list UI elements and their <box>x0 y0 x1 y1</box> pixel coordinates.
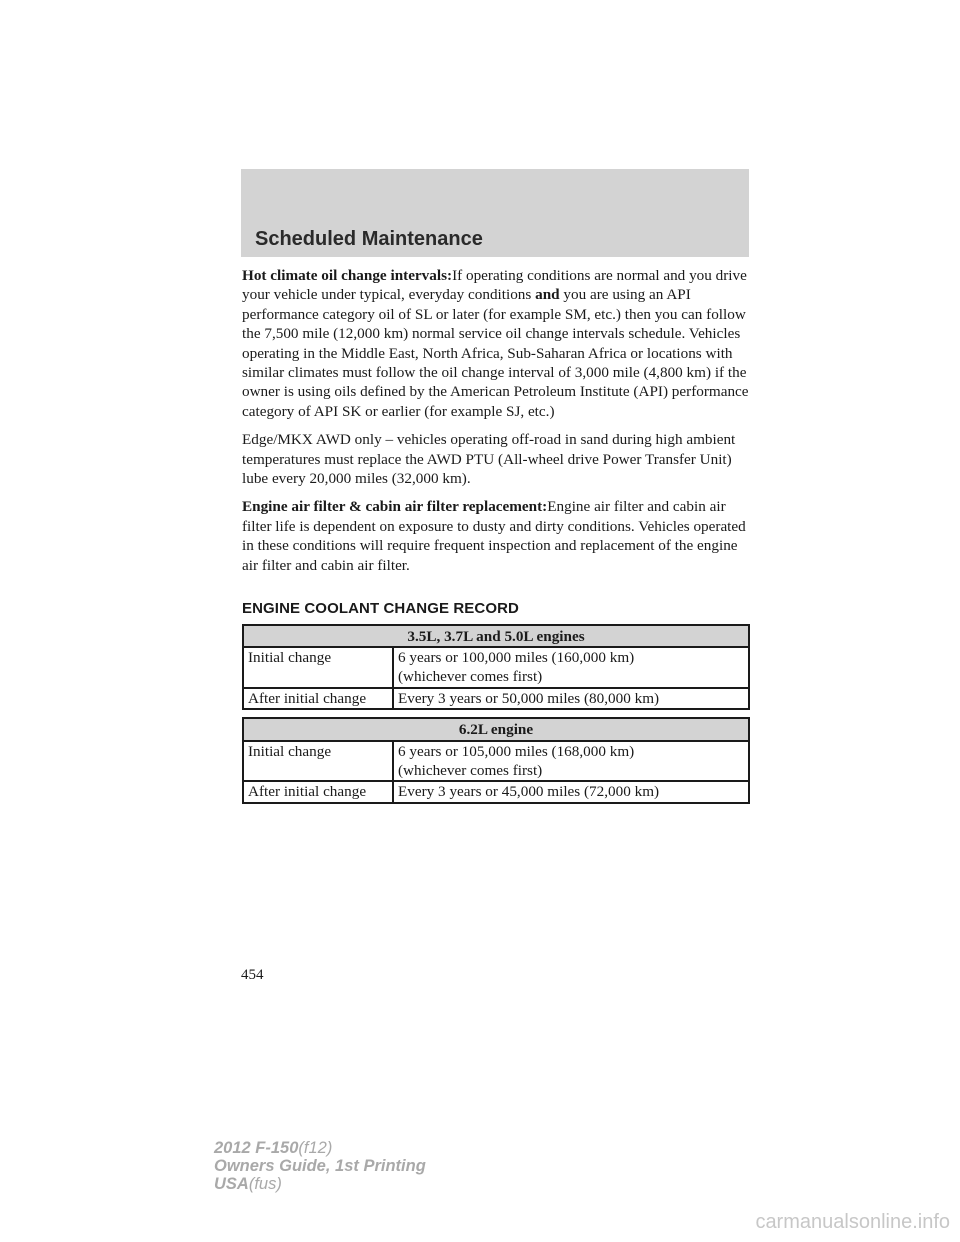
footer-model-line <box>214 1139 426 1157</box>
page-number: 454 <box>241 967 264 983</box>
table-row <box>243 647 749 688</box>
air-filter-label: Engine air filter & cabin air filter replacement: <box>242 498 548 516</box>
footer-guide: Owners Guide, 1st Printing <box>214 1157 426 1175</box>
row-value-line: 6 years or 100,000 miles (160,000 km) <box>398 648 635 666</box>
row-value-note: (whichever comes first) <box>398 668 543 686</box>
awd-paragraph: Edge/MKX AWD only – vehicles operating off-road in sand during high ambient temperatures must replace the AWD PTU (All-wheel drive Power Transfer Unit) lube every 20,000 miles (32,000 km). <box>242 431 736 488</box>
footer-model: 2012 F-150 <box>214 1139 299 1157</box>
air-filter-paragraph <box>242 497 752 575</box>
row-value: Every 3 years or 50,000 miles (80,000 km) <box>393 688 749 709</box>
air-filter-text: Engine air filter and cabin air filter life is dependent on exposure to dusty and dirty conditions. Vehicles operated in these conditions will require frequent inspection and replacement of the engine air filter and cabin air filter. <box>242 498 746 574</box>
table-row <box>243 781 749 802</box>
row-value <box>393 741 749 782</box>
coolant-record-heading: ENGINE COOLANT CHANGE RECORD <box>242 600 519 618</box>
coolant-table-62 <box>242 717 750 804</box>
hot-climate-paragraph <box>242 266 752 421</box>
row-value: Every 3 years or 45,000 miles (72,000 km) <box>393 781 749 802</box>
table-title: 6.2L engine <box>243 718 749 740</box>
footer-market: USA <box>214 1175 249 1193</box>
watermark-text: carmanualsonline.info <box>755 1211 950 1233</box>
hot-climate-text-1: If operating conditions are normal and you drive your vehicle under typical, everyday conditions <box>242 267 747 304</box>
page-title: Scheduled Maintenance <box>255 228 483 250</box>
row-value <box>393 647 749 688</box>
row-value-line: 6 years or 105,000 miles (168,000 km) <box>398 742 635 760</box>
footer-market-line <box>214 1175 426 1193</box>
footer-guide-line <box>214 1157 426 1175</box>
table-row <box>243 688 749 709</box>
row-label: After initial change <box>243 781 393 802</box>
table-row <box>243 741 749 782</box>
table-title: 3.5L, 3.7L and 5.0L engines <box>243 625 749 647</box>
page-content <box>242 266 752 811</box>
hot-climate-text-2: you are using an API performance category oil of SL or later (for example SM, etc.) then you can follow the 7,500 mile (12,000 km) normal service oil change intervals schedule. Vehicles operating in the Middle East, North Africa, Sub-Saharan Africa or locations with similar climates must follow the oil change interval of 3,000 mile (4,800 km) if the owner is using oils defined by the American Petroleum Institute (API) performance category of API SK or earlier (for example SJ, etc.) <box>242 286 749 420</box>
footer-model-code: (f12) <box>298 1139 333 1157</box>
row-label: After initial change <box>243 688 393 709</box>
footer-market-code: (fus) <box>248 1175 282 1193</box>
print-footer <box>214 1139 426 1193</box>
hot-climate-and: and <box>535 286 560 304</box>
table-header-row <box>243 625 749 647</box>
table-header-row <box>243 718 749 740</box>
row-value-note: (whichever comes first) <box>398 761 543 779</box>
section-header <box>241 169 749 257</box>
coolant-table-35-37-50 <box>242 624 750 711</box>
row-label: Initial change <box>243 741 393 782</box>
hot-climate-label: Hot climate oil change intervals: <box>242 267 453 284</box>
row-label: Initial change <box>243 647 393 688</box>
